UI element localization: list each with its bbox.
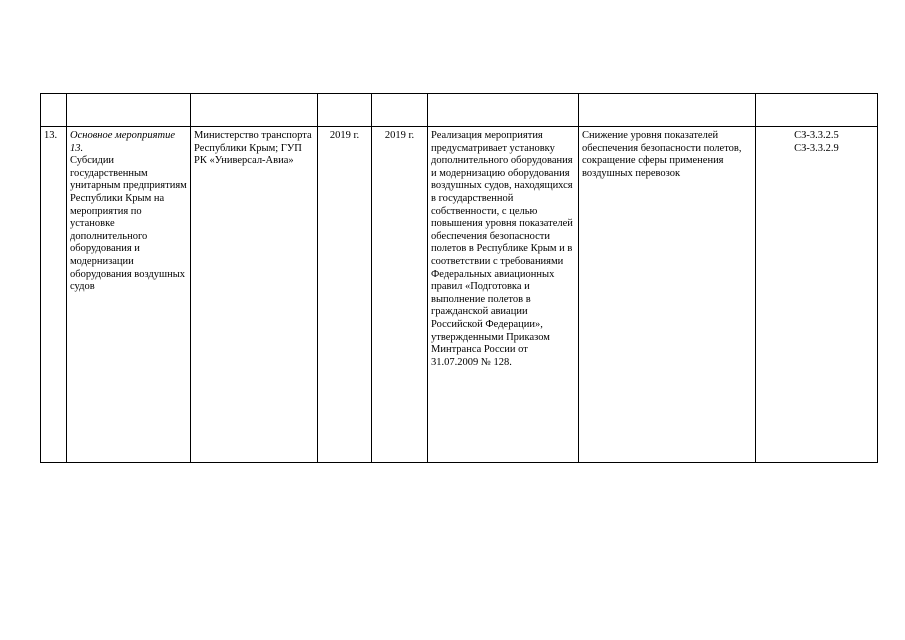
start-year-cell: 2019 г. [318, 127, 372, 463]
event-heading: Основное мероприятие 13. [70, 130, 175, 154]
row-number: 13. [41, 127, 67, 463]
table-header-row [41, 94, 878, 127]
executor-cell: Министерство транспорта Республики Крым; ГУП РК «Универсал-Авиа» [191, 127, 318, 463]
codes-cell [756, 127, 878, 463]
header-cell [579, 94, 756, 127]
header-cell [756, 94, 878, 127]
content-cell: Реализация мероприятия предусматривает установку дополнительного оборудования и модернизацию оборудования воздушных судов, находящихся в государственной собственности, с целью повышения уровня показателей обеспечения безопасности полетов в Республике Крым и в соответствии с требованиями Федеральных авиационных правил «Подготовка и выполнение полетов в гражданской авиации Российской Федерации», утвержденными Приказом Минтранса России от 31.07.2009 № 128. [428, 127, 579, 463]
header-cell [318, 94, 372, 127]
header-cell [191, 94, 318, 127]
code-item: СЗ-3.3.2.5 [794, 130, 839, 141]
result-cell: Снижение уровня показателей обеспечения безопасности полетов, сокращение сферы применения воздушных перевозок [579, 127, 756, 463]
header-cell [372, 94, 428, 127]
end-year-cell: 2019 г. [372, 127, 428, 463]
code-item: СЗ-3.3.2.9 [794, 142, 839, 154]
program-table [40, 93, 878, 463]
header-cell [41, 94, 67, 127]
header-cell [67, 94, 191, 127]
event-description: Субсидии государственным унитарным предприятиям Республики Крым на мероприятия по установке дополнительного оборудования и модернизации оборудования воздушных судов [70, 155, 187, 293]
header-cell [428, 94, 579, 127]
event-cell [67, 127, 191, 463]
table-row [41, 127, 878, 463]
